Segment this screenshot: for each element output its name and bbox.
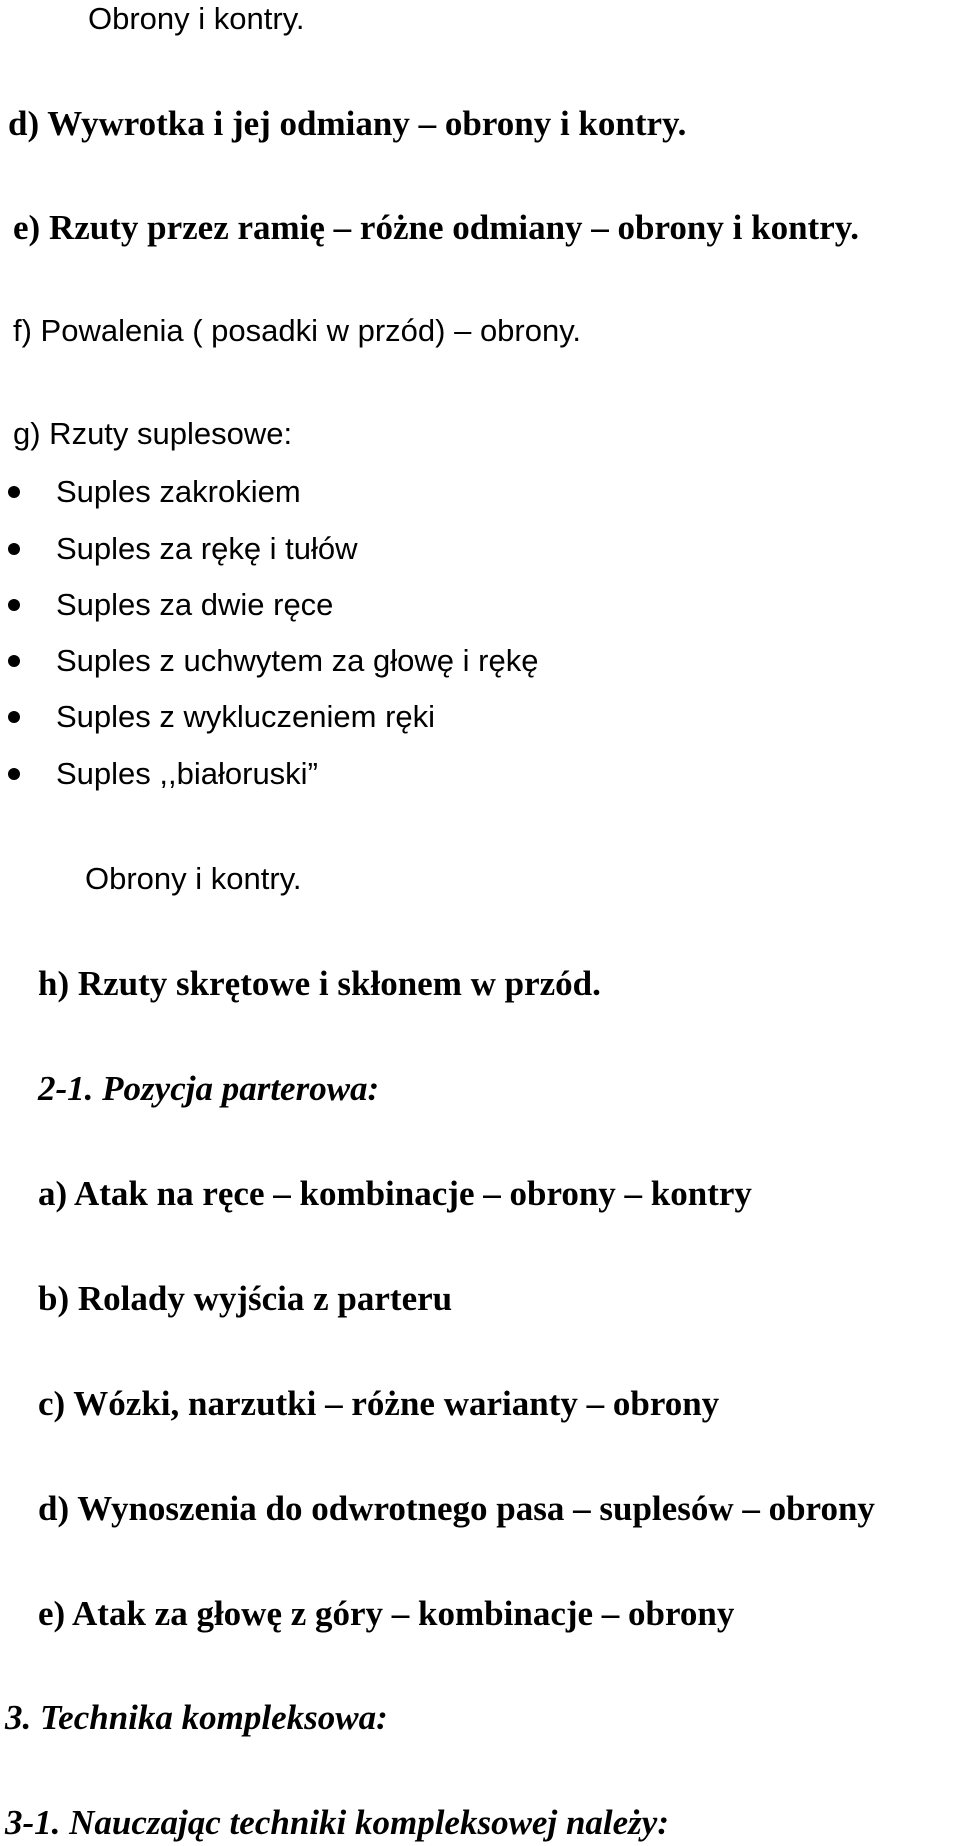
section-3-heading: 3. Technika kompleksowa: (5, 1698, 388, 1737)
section-3-1-heading: 3-1. Nauczając techniki kompleksowej należy: (5, 1803, 669, 1842)
list-item: Suples za dwie ręce (56, 587, 334, 622)
item-e-rzuty-przez-ramie: e) Rzuty przez ramię – różne odmiany – obrony i kontry. (13, 208, 860, 247)
bullet-icon (8, 599, 20, 611)
list-item: c) Wózki, narzutki – różne warianty – obrony (38, 1384, 720, 1423)
bullet-icon (8, 655, 20, 667)
list-item: Suples z wykluczeniem ręki (56, 699, 436, 734)
list-item: d) Wynoszenia do odwrotnego pasa – suplesów – obrony (38, 1489, 875, 1528)
list-item: e) Atak za głowę z góry – kombinacje – obrony (38, 1594, 735, 1633)
bullet-icon (8, 486, 20, 498)
obrony-kontry-after-list: Obrony i kontry. (85, 861, 302, 896)
bullet-icon (8, 543, 20, 555)
item-d-wywrotka: d) Wywrotka i jej odmiany – obrony i kontry. (8, 104, 687, 143)
item-f-powalenia: f) Powalenia ( posadki w przód) – obrony. (13, 313, 582, 348)
section-2-1-heading: 2-1. Pozycja parterowa: (38, 1069, 380, 1108)
item-h-rzuty-skretowe: h) Rzuty skrętowe i skłonem w przód. (38, 964, 601, 1003)
bullet-icon (8, 768, 20, 780)
bullet-icon (8, 711, 20, 723)
list-item: Suples zakrokiem (56, 474, 301, 509)
list-item: a) Atak na ręce – kombinacje – obrony – kontry (38, 1174, 752, 1213)
item-g-rzuty-suplesowe: g) Rzuty suplesowe: (13, 416, 293, 451)
list-item: b) Rolady wyjścia z parteru (38, 1279, 453, 1318)
list-item: Suples za rękę i tułów (56, 531, 358, 566)
obrony-kontry-top: Obrony i kontry. (88, 1, 305, 36)
list-item: Suples z uchwytem za głowę i rękę (56, 643, 539, 678)
list-item: Suples ,,białoruski” (56, 756, 318, 791)
